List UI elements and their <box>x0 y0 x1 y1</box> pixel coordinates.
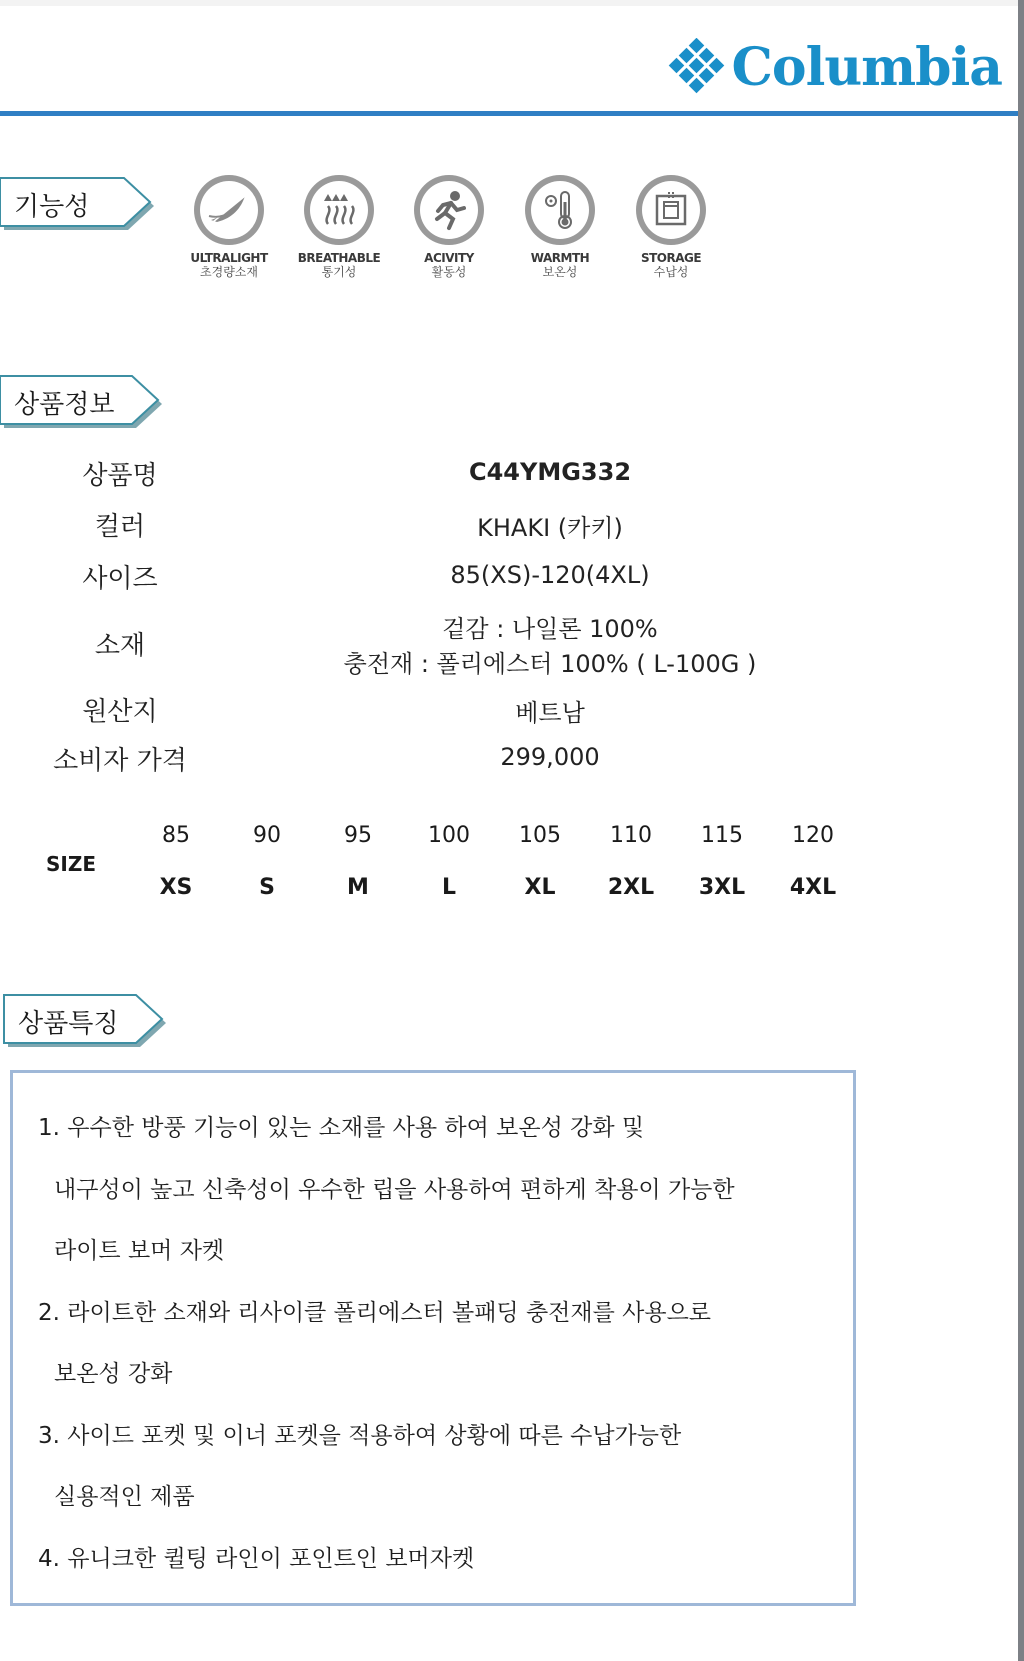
feature-line: 4. 유니크한 퀼팅 라인이 포인트인 보머자켓 <box>38 1546 475 1572</box>
feather-icon <box>207 190 251 230</box>
size-number: 115 <box>701 823 743 848</box>
feature-description-box <box>10 1070 856 1606</box>
brand-name: Columbia <box>731 37 1002 98</box>
info-color-label: 컬러 <box>94 512 146 542</box>
right-edge-bar <box>1018 0 1024 1661</box>
feature-ultralight <box>174 175 284 279</box>
size-number: 110 <box>610 823 652 848</box>
info-color-value: KHAKI (카키) <box>477 514 623 542</box>
runner-icon <box>427 189 471 231</box>
feature-ko-label: 보온성 <box>542 265 578 279</box>
feature-en-label: STORAGE <box>640 251 702 265</box>
feature-ko-label: 활동성 <box>431 265 467 279</box>
section-tag-features-label: 상품특징 <box>18 1009 119 1039</box>
info-origin-value: 베트남 <box>515 699 585 727</box>
section-tag-info-label: 상품정보 <box>14 390 115 420</box>
size-code: 2XL <box>607 875 655 900</box>
feature-line: 1. 우수한 방풍 기능이 있는 소재를 사용 하여 보온성 강화 및 <box>38 1115 645 1141</box>
size-number: 95 <box>344 823 372 848</box>
brand-logo <box>664 36 1002 100</box>
size-number: 100 <box>428 823 470 848</box>
size-number: 120 <box>792 823 834 848</box>
feature-warmth <box>505 175 615 279</box>
info-material-value-2: 충전재 : 폴리에스터 100% ( L-100G ) <box>343 650 757 678</box>
size-code: 3XL <box>698 875 746 900</box>
feature-breathable <box>284 175 394 279</box>
section-tag-function <box>0 176 160 230</box>
size-number: 90 <box>253 823 281 848</box>
feature-en-label: ULTRALIGHT <box>190 251 268 265</box>
pocket-icon <box>649 188 693 232</box>
columbia-diamond-icon <box>664 38 726 98</box>
info-size-label: 사이즈 <box>82 564 158 594</box>
feature-en-label: WARMTH <box>530 251 590 265</box>
feature-storage <box>616 175 726 279</box>
size-code: L <box>441 875 457 900</box>
info-price-label: 소비자 가격 <box>53 746 187 776</box>
feature-en-label: ACIVITY <box>424 251 474 265</box>
size-code: 4XL <box>789 875 837 900</box>
feature-en-label: BREATHABLE <box>297 251 381 265</box>
size-number: 105 <box>519 823 561 848</box>
size-code: XL <box>524 875 556 900</box>
feature-line: 2. 라이트한 소재와 리사이클 폴리에스터 볼패딩 충전재를 사용으로 <box>38 1300 712 1326</box>
feature-ko-label: 초경량소재 <box>200 265 258 279</box>
size-code: S <box>259 875 275 900</box>
feature-ko-label: 통기성 <box>321 265 357 279</box>
feature-line: 실용적인 제품 <box>54 1484 195 1510</box>
section-tag-features <box>0 993 170 1047</box>
feature-line: 내구성이 높고 신축성이 우수한 립을 사용하여 편하게 착용이 가능한 <box>54 1177 735 1203</box>
feature-line: 라이트 보머 자켓 <box>54 1238 225 1264</box>
feature-ko-label: 수납성 <box>653 265 689 279</box>
info-size-value: 85(XS)-120(4XL) <box>450 561 650 589</box>
top-strip <box>0 0 1018 6</box>
info-name-label: 상품명 <box>82 461 158 491</box>
header-rule <box>0 111 1018 116</box>
size-table-title: SIZE <box>46 852 97 876</box>
breathable-icon <box>317 190 361 230</box>
feature-activity <box>394 175 504 279</box>
info-material-value-1: 겉감 : 나일론 100% <box>442 615 658 643</box>
feature-line: 3. 사이드 포켓 및 이너 포켓을 적용하여 상황에 따른 수납가능한 <box>38 1423 682 1449</box>
info-name-value: C44YMG332 <box>468 458 632 486</box>
size-code: M <box>347 875 369 900</box>
section-tag-info <box>0 374 170 428</box>
size-number: 85 <box>162 823 190 848</box>
size-code: XS <box>159 875 193 900</box>
info-price-value: 299,000 <box>500 743 600 771</box>
info-material-label: 소재 <box>94 631 146 661</box>
info-origin-label: 원산지 <box>82 697 158 727</box>
feature-line: 보온성 강화 <box>54 1361 173 1387</box>
section-tag-function-label: 기능성 <box>14 192 90 222</box>
thermometer-icon <box>538 188 582 232</box>
